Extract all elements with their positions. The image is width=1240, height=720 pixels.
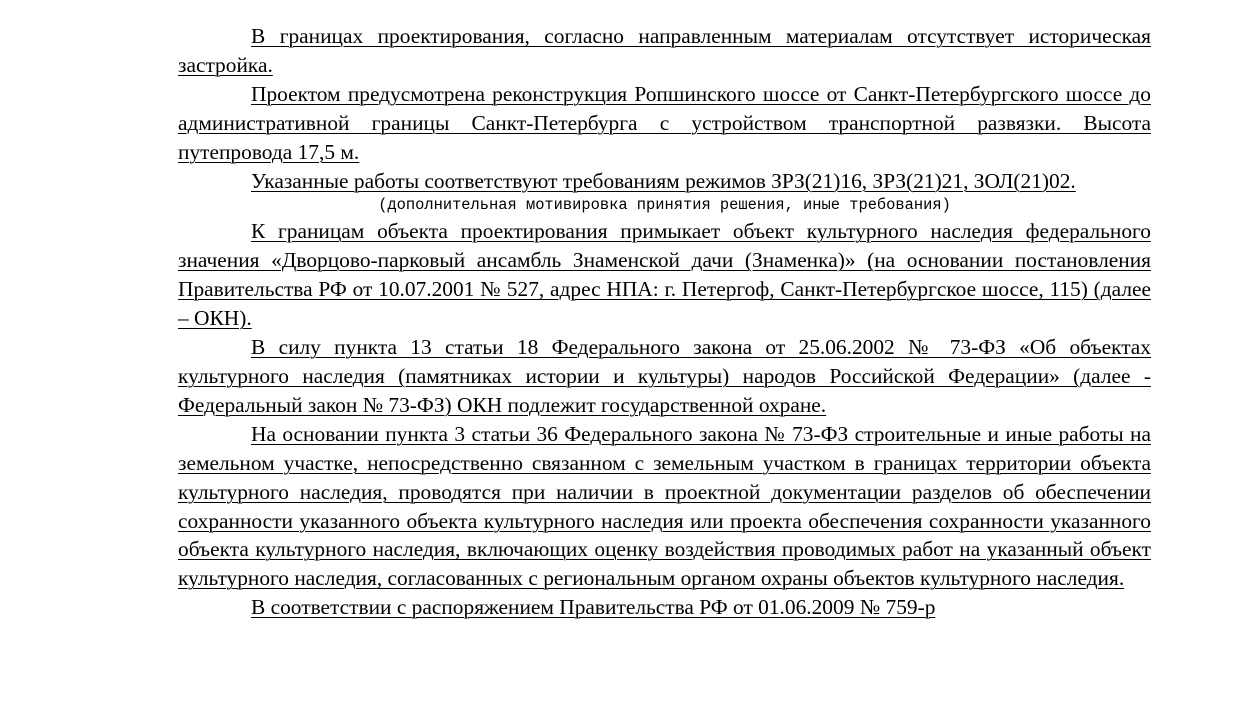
document-page [178, 22, 1151, 622]
paragraph-historic-buildings: В границах проектирования, согласно направленным материалам отсутствует историческая застройка. [178, 24, 1151, 77]
paragraph-zone-requirements: Указанные работы соответствуют требованиям режимов ЗРЗ(21)16, ЗРЗ(21)21, ЗОЛ(21)02. [251, 168, 1076, 193]
paragraph-government-order: В соответствии с распоряжением Правительства РФ от 01.06.2009 № 759-р [251, 595, 936, 620]
paragraph-construction-works: На основании пункта 3 статьи 36 Федерального закона № 73-ФЗ строительные и иные работы на земельном участке, непосредственно связанном с земельным участком в границах территории объекта культурного наследия, проводятся при наличии в проектной документации разделов об обеспечении сохранности указанного объекта культурного наследия или проекта обеспечения сохранности указанного объекта культурного наследия, включающих оценку воздействия проводимых работ на указанный объект культурного наследия, согласованных с региональным органом охраны объектов культурного наследия. [178, 421, 1151, 591]
paragraph-heritage-object: К границам объекта проектирования примыкает объект культурного наследия федерального значения «Дворцово-парковый ансамбль Знаменской дачи (Знаменка)» (на основании постановления Правительства РФ от 10.07.2001 № 527, адрес НПА: г. Петергоф, Санкт-Петербургское шоссе, 115) (далее – ОКН). [178, 219, 1151, 331]
paragraph-federal-law: В силу пункта 13 статьи 18 Федерального закона от 25.06.2002 № 73-ФЗ «Об объектах культурного наследия (памятниках истории и культуры) народов Российской Федерации» (далее - Федеральный закон № 73-ФЗ) ОКН подлежит государственной охране. [178, 335, 1151, 417]
form-field-caption: (дополнительная мотивировка принятия решения, иные требования) [378, 196, 951, 215]
paragraph-road-reconstruction: Проектом предусмотрена реконструкция Ропшинского шоссе от Санкт-Петербургского шоссе до административной границы Санкт-Петербурга с устройством транспортной развязки. Высота путепровода 17,5 м. [178, 81, 1151, 164]
